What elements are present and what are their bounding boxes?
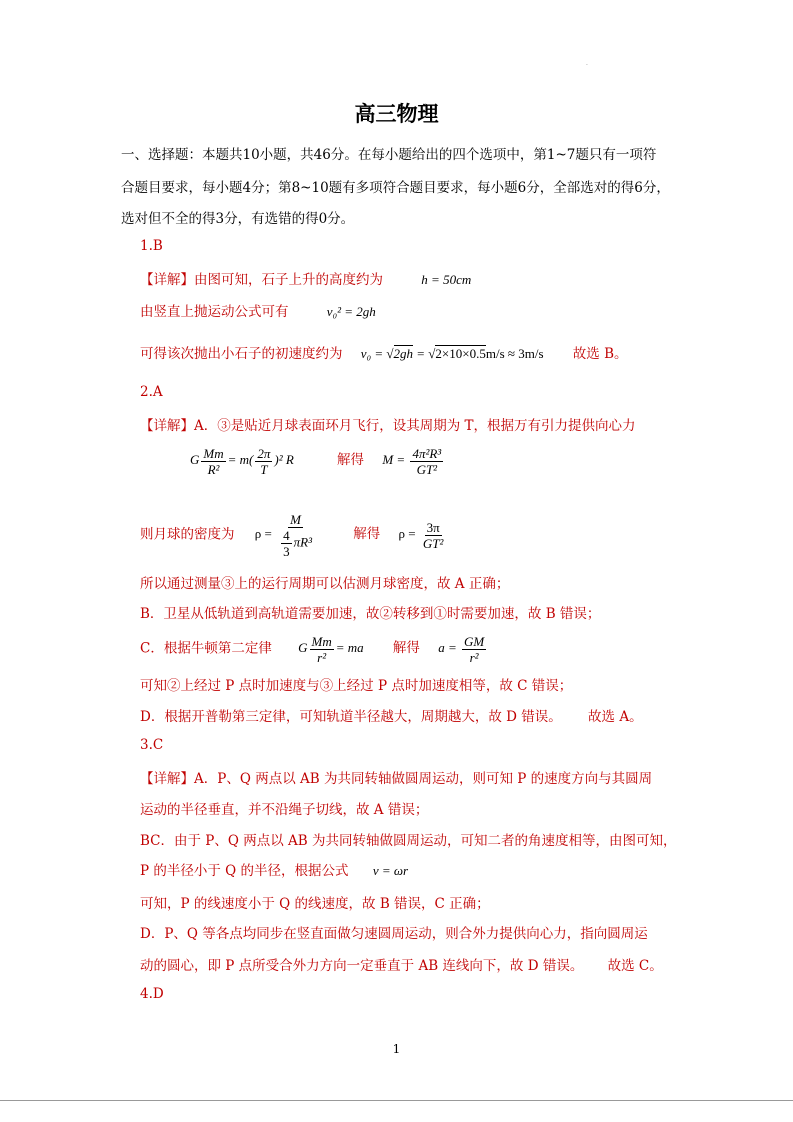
q3-line-2: 运动的半径垂直，并不沿绳子切线，故 A 错误；: [140, 802, 429, 818]
q2-eq-num: Mm: [203, 446, 224, 461]
q2-conclusion: 故选 A。: [588, 709, 643, 725]
q1-line-3-text: 可得该次抛出小石子的初速度约为: [140, 346, 343, 362]
q2-option-d: D．根据开普勒第三定律，可知轨道半径越大，周期越大，故 D 错误。: [140, 709, 562, 725]
q2-eq-mass-den: GT²: [416, 462, 438, 477]
q2-eq-rho2-lhs: ρ =: [398, 526, 419, 542]
q2-eq-G: G: [190, 452, 200, 468]
q2-eq-den: R²: [207, 462, 220, 477]
q2-option-c-row: [140, 634, 488, 665]
q2-option-d-row: [140, 705, 643, 725]
page-number: 1: [392, 1042, 401, 1056]
q2-eq-rho-num: M: [290, 512, 301, 527]
q2-eq-gravity: [190, 446, 297, 477]
q3-line-4-text: P 的半径小于 Q 的半径，根据公式: [140, 863, 349, 879]
q2-eq-mid: = m(: [227, 452, 254, 468]
q2-eq-tail: )² R: [274, 452, 294, 468]
q1-eq-velocity: v₀ = √2gh = √2×10×0.5m/s ≈ 3m/s: [360, 346, 544, 361]
q2-eq-gravity-row: [190, 446, 445, 477]
q2-density-text: 则月球的密度为: [140, 526, 235, 543]
q3-line-7-text: 动的圆心，即 P 点所受合外力方向一定垂直于 AB 连线向下，故 D 错误。: [140, 958, 584, 974]
q3-line-4: [140, 859, 408, 879]
q1-line-2: [140, 300, 376, 320]
q2-density-row: [140, 512, 447, 559]
q2-eq-accel-num: GM: [464, 634, 485, 649]
intro-line-1: 一、选择题：本题共10小题，共46分。在每小题给出的四个选项中，第1~7题只有一项符: [121, 147, 657, 163]
q1-line-1-text: 【详解】由图可知，石子上升的高度约为: [140, 272, 383, 288]
q3-line-6: D．P、Q 等各点均同步在竖直面做匀速圆周运动，则合外力提供向心力，指向圆周运: [140, 926, 648, 942]
q4-answer: 4.D: [140, 986, 164, 1002]
q1-eq-sqrt-2: 2×10×0.5: [435, 346, 486, 361]
q2-eq-rho-3: 3: [283, 544, 290, 559]
q1-line-1: [140, 268, 471, 288]
q1-eq-lhs: v₀ =: [360, 346, 387, 361]
q2-line-1: 【详解】A．③是贴近月球表面环月飞行，设其周期为 T，根据万有引力提供向心力: [140, 418, 636, 434]
q2-eq-pnum: 2π: [257, 446, 271, 461]
q2-solve-2: 解得: [353, 526, 381, 543]
q2-eq-rho-4: 4: [283, 528, 290, 543]
q2-eq-newton-tail: = ma: [335, 640, 364, 656]
q2-option-c: C．根据牛顿第二定律: [140, 640, 272, 657]
q2-eq-accel-lhs: a =: [438, 640, 460, 656]
q2-eq-newton: [298, 634, 367, 665]
q2-eq-rho2-den: GT²: [422, 536, 444, 551]
q3-line-5: 可知，P 的线速度小于 Q 的线速度，故 B 错误，C 正确；: [140, 896, 490, 912]
q1-eq-sqrt-1: 2gh: [393, 346, 413, 361]
q2-eq-rho-piR3: πR³: [293, 534, 312, 550]
q1-conclusion: 故选 B。: [572, 346, 628, 362]
q2-eq-newton-G: G: [298, 640, 308, 656]
q2-option-b: B．卫星从低轨道到高轨道需要加速，故②转移到①时需要加速，故 B 错误；: [140, 606, 601, 622]
q2-eq-density-result: [398, 520, 448, 551]
q1-answer: 1.B: [140, 238, 163, 254]
intro-line-2: 合题目要求，每小题4分；第8~10题有多项符合题目要求，每小题6分，全部选对的得6分，: [121, 180, 670, 196]
q2-eq-newton-den: r²: [317, 650, 327, 665]
q2-eq-density: [254, 512, 319, 559]
q2-eq-pden: T: [260, 462, 268, 477]
q2-solve-1: 解得: [337, 452, 365, 469]
page-title: 高三物理: [354, 102, 439, 126]
q2-eq-mass: [382, 446, 445, 477]
q3-conclusion: 故选 C。: [607, 958, 663, 974]
speck: ·: [586, 62, 588, 69]
q2-eq-mass-num: 4π²R³: [412, 446, 442, 461]
q2-eq-accel-den: r²: [469, 650, 479, 665]
q2-eq-rho2-num: 3π: [426, 520, 440, 535]
q2-solve-3: 解得: [392, 640, 420, 657]
q2-option-c-explain: 可知②上经过 P 点时加速度与③上经过 P 点时加速度相等，故 C 错误；: [140, 678, 573, 694]
q2-option-a: 所以通过测量③上的运行周期可以估测月球密度，故 A 正确；: [140, 576, 510, 592]
footer-rule: [0, 1100, 793, 1101]
q2-eq-mass-lhs: M =: [382, 452, 409, 468]
q1-eq-eq: =: [413, 346, 429, 361]
q3-line-1: 【详解】A．P、Q 两点以 AB 为共同转轴做圆周运动，则可知 P 的速度方向与其圆周: [140, 771, 653, 787]
q3-line-3: BC．由于 P、Q 两点以 AB 为共同转轴做圆周运动，可知二者的角速度相等，由图可知，: [140, 833, 677, 849]
q2-eq-rho-lhs: ρ =: [254, 526, 276, 542]
q1-line-3: [140, 342, 628, 362]
q1-eq-height: h = 50cm: [421, 272, 472, 287]
q3-line-7: [140, 954, 663, 974]
q3-eq-linear-speed: v = ωr: [372, 863, 409, 878]
q1-eq-kinematic: v₀² = 2gh: [326, 304, 376, 319]
q3-answer: 3.C: [140, 737, 164, 753]
intro-line-3: 选对但不全的得3分，有选错的得0分。: [121, 211, 355, 227]
q2-eq-newton-num: Mm: [311, 634, 332, 649]
q2-eq-accel: [438, 634, 488, 665]
q1-eq-result: m/s ≈ 3m/s: [485, 346, 544, 361]
q2-answer: 2.A: [140, 384, 163, 400]
q1-line-2-text: 由竖直上抛运动公式可有: [140, 304, 289, 320]
